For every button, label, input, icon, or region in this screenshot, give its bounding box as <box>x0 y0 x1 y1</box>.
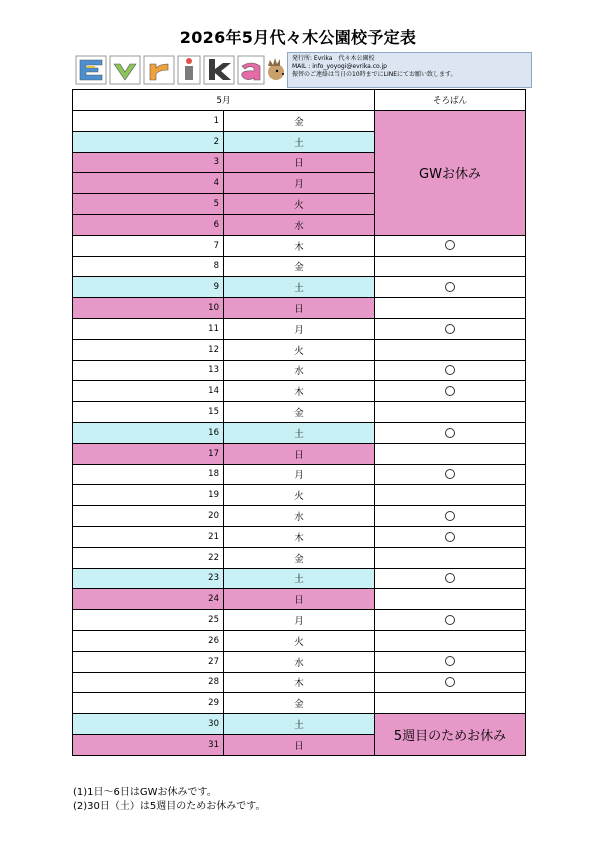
lesson-cell <box>375 402 526 423</box>
table-row <box>73 526 526 547</box>
lesson-mark <box>445 324 455 334</box>
lesson-cell <box>375 318 526 339</box>
table-row <box>73 672 526 693</box>
day-number: 24 <box>73 589 224 610</box>
weekday: 金 <box>224 402 375 423</box>
day-number: 12 <box>73 339 224 360</box>
lesson-cell <box>375 485 526 506</box>
table-row <box>73 277 526 298</box>
day-number: 16 <box>73 422 224 443</box>
weekday: 月 <box>224 464 375 485</box>
table-row <box>73 630 526 651</box>
course-header: そろばん <box>375 90 526 111</box>
weekday: 日 <box>224 589 375 610</box>
lesson-mark <box>445 365 455 375</box>
weekday: 火 <box>224 630 375 651</box>
weekday: 木 <box>224 235 375 256</box>
table-row <box>73 318 526 339</box>
lesson-cell <box>375 526 526 547</box>
table-row <box>73 298 526 319</box>
lesson-mark <box>445 428 455 438</box>
day-number: 29 <box>73 693 224 714</box>
lesson-cell <box>375 235 526 256</box>
table-row <box>73 568 526 589</box>
transfer-note-line: 振替のご連絡は当日の10時までにLINEにてお願い致します。 <box>292 71 457 79</box>
weekday: 木 <box>224 381 375 402</box>
table-header-row <box>73 90 526 111</box>
lesson-cell <box>375 693 526 714</box>
table-row <box>73 256 526 277</box>
lesson-mark <box>445 615 455 625</box>
day-number: 30 <box>73 714 224 735</box>
weekday: 火 <box>224 485 375 506</box>
weekday: 金 <box>224 547 375 568</box>
weekday: 土 <box>224 422 375 443</box>
day-number: 1 <box>73 111 224 132</box>
weekday: 水 <box>224 506 375 527</box>
info-box <box>287 52 532 88</box>
table-row <box>73 235 526 256</box>
weekday: 水 <box>224 214 375 235</box>
lesson-cell <box>375 381 526 402</box>
weekday: 土 <box>224 131 375 152</box>
weekday: 土 <box>224 568 375 589</box>
day-number: 14 <box>73 381 224 402</box>
weekday: 月 <box>224 610 375 631</box>
lesson-cell <box>375 589 526 610</box>
lesson-mark <box>445 469 455 479</box>
table-row <box>73 589 526 610</box>
mail-line: MAIL : info_yoyogi@evrika.co.jp <box>292 63 387 71</box>
table-row <box>73 339 526 360</box>
day-number: 22 <box>73 547 224 568</box>
weekday: 金 <box>224 111 375 132</box>
month-header: 5月 <box>73 90 375 111</box>
holiday-block: 5週目のためお休み <box>375 714 526 756</box>
note-1: (1)1日〜6日はGWお休みです。 <box>73 787 217 798</box>
table-row <box>73 381 526 402</box>
weekday: 日 <box>224 152 375 173</box>
day-number: 8 <box>73 256 224 277</box>
lesson-cell <box>375 547 526 568</box>
day-number: 19 <box>73 485 224 506</box>
weekday: 水 <box>224 651 375 672</box>
day-number: 4 <box>73 173 224 194</box>
table-row <box>73 443 526 464</box>
day-number: 23 <box>73 568 224 589</box>
note-2: (2)30日（土）は5週目のためお休みです。 <box>73 801 266 812</box>
publisher-line: 発行所: Evrika 代々木公園校 <box>292 55 375 62</box>
lesson-mark <box>445 282 455 292</box>
weekday: 木 <box>224 526 375 547</box>
lesson-cell <box>375 256 526 277</box>
day-number: 3 <box>73 152 224 173</box>
table-row <box>73 402 526 423</box>
day-number: 6 <box>73 214 224 235</box>
lesson-cell <box>375 360 526 381</box>
day-number: 11 <box>73 318 224 339</box>
schedule-table <box>72 89 526 756</box>
day-number: 25 <box>73 610 224 631</box>
day-number: 21 <box>73 526 224 547</box>
day-number: 27 <box>73 651 224 672</box>
table-row <box>73 111 526 132</box>
table-row <box>73 693 526 714</box>
lesson-mark <box>445 386 455 396</box>
lesson-cell <box>375 298 526 319</box>
day-number: 5 <box>73 194 224 215</box>
lesson-mark <box>445 511 455 521</box>
day-number: 2 <box>73 131 224 152</box>
weekday: 日 <box>224 734 375 755</box>
day-number: 28 <box>73 672 224 693</box>
weekday: 木 <box>224 672 375 693</box>
lesson-cell <box>375 464 526 485</box>
weekday: 月 <box>224 173 375 194</box>
lesson-mark <box>445 573 455 583</box>
weekday: 火 <box>224 339 375 360</box>
table-row <box>73 506 526 527</box>
weekday: 月 <box>224 318 375 339</box>
notes <box>73 786 265 814</box>
day-number: 31 <box>73 734 224 755</box>
day-number: 15 <box>73 402 224 423</box>
lesson-cell <box>375 651 526 672</box>
lesson-mark <box>445 656 455 666</box>
weekday: 金 <box>224 256 375 277</box>
weekday: 日 <box>224 443 375 464</box>
weekday: 火 <box>224 194 375 215</box>
weekday: 土 <box>224 714 375 735</box>
lesson-cell <box>375 506 526 527</box>
table-row <box>73 422 526 443</box>
day-number: 9 <box>73 277 224 298</box>
lesson-cell <box>375 630 526 651</box>
day-number: 13 <box>73 360 224 381</box>
lesson-cell <box>375 568 526 589</box>
table-row <box>73 651 526 672</box>
day-number: 20 <box>73 506 224 527</box>
lesson-cell <box>375 610 526 631</box>
weekday: 土 <box>224 277 375 298</box>
page-title: 2026年5月代々木公園校予定表 <box>179 28 417 47</box>
day-number: 17 <box>73 443 224 464</box>
table-row <box>73 360 526 381</box>
day-number: 18 <box>73 464 224 485</box>
day-number: 26 <box>73 630 224 651</box>
table-row <box>73 714 526 735</box>
table-row <box>73 464 526 485</box>
lesson-cell <box>375 277 526 298</box>
weekday: 日 <box>224 298 375 319</box>
weekday: 水 <box>224 360 375 381</box>
day-number: 7 <box>73 235 224 256</box>
lesson-mark <box>445 532 455 542</box>
table-row <box>73 610 526 631</box>
lesson-cell <box>375 339 526 360</box>
lesson-cell <box>375 443 526 464</box>
table-row <box>73 485 526 506</box>
day-number: 10 <box>73 298 224 319</box>
lesson-cell <box>375 422 526 443</box>
lesson-mark <box>445 240 455 250</box>
holiday-block: GWお休み <box>375 111 526 236</box>
table-row <box>73 547 526 568</box>
weekday: 金 <box>224 693 375 714</box>
lesson-mark <box>445 677 455 687</box>
evrika-logo <box>74 50 284 90</box>
lesson-cell <box>375 672 526 693</box>
